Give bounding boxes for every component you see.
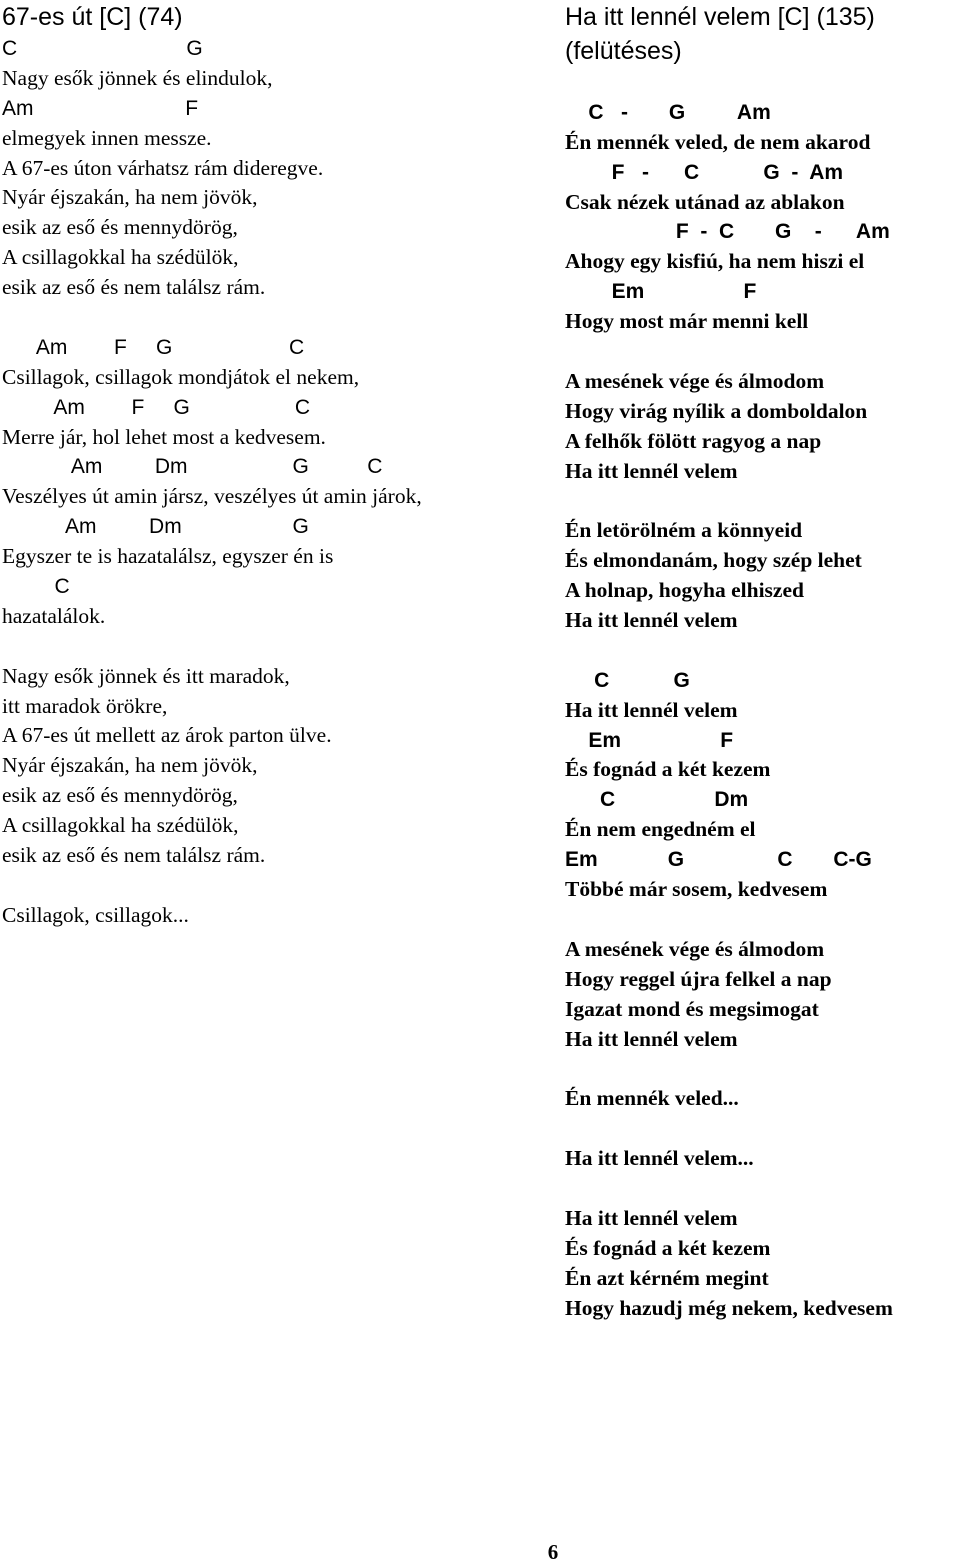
lyric-line: Merre jár, hol lehet most a kedvesem. — [2, 424, 326, 449]
lyric-line: A 67-es úton várhatsz rám dideregve. — [2, 155, 324, 180]
lyric-line: A 67-es út mellett az árok parton ülve. — [2, 723, 332, 748]
lyric-line: Hogy most már menni kell — [565, 309, 809, 334]
lyric-line: Csak nézek utánad az ablakon — [565, 189, 845, 214]
stanza-gap — [565, 337, 960, 367]
lyric-line: Ha itt lennél velem — [565, 608, 738, 633]
lyric-line: És elmondanám, hogy szép lehet — [565, 548, 862, 573]
stanza-gap — [565, 1174, 960, 1204]
stanza-gap — [565, 905, 960, 935]
page-number: 6 — [547, 1540, 559, 1564]
lyric-line: Nagy esők jönnek és elindulok, — [2, 65, 273, 90]
lyric-line: esik az eső és mennydörög, — [2, 783, 238, 808]
lyric-line: Hogy virág nyílik a domboldalon — [565, 398, 868, 423]
chord-line: Am Dm G C — [2, 455, 383, 479]
lyric-line: A csillagokkal ha szédülök, — [2, 245, 239, 270]
stanza-gap — [2, 632, 550, 662]
lyric-line: A mesének vége és álmodom — [565, 936, 825, 961]
stanza-gap — [565, 486, 960, 516]
lyric-line: Hogy hazudj még nekem, kedvesem — [565, 1295, 893, 1320]
lyric-line: És fognád a két kezem — [565, 1235, 771, 1260]
lyric-line: Hogy reggel újra felkel a nap — [565, 966, 832, 991]
lyric-line: Ha itt lennél velem — [565, 697, 738, 722]
lyric-line: hazatalálok. — [2, 603, 106, 628]
title-line-1: Ha itt lennél velem [C] (135) — [565, 3, 875, 31]
lyric-line: Én mennék veled, de nem akarod — [565, 129, 871, 154]
song-title-ha-itt-lennel-velem — [565, 0, 960, 68]
song-right-column — [565, 0, 960, 1323]
stanza-gap — [565, 1054, 960, 1084]
chord-line: Am F — [2, 96, 199, 120]
lyric-line: A csillagokkal ha szédülök, — [2, 813, 239, 838]
lyric-line: Én letörölném a könnyeid — [565, 518, 803, 543]
lyric-line: Ha itt lennél velem — [565, 1026, 738, 1051]
lyric-line: Nagy esők jönnek és itt maradok, — [2, 663, 290, 688]
title-line-2: (felütéses) — [565, 37, 682, 65]
lyric-line: A felhők fölött ragyog a nap — [565, 428, 822, 453]
lyric-line: Nyár éjszakán, ha nem jövök, — [2, 185, 258, 210]
stanza-gap — [565, 636, 960, 666]
chord-line: C G — [2, 37, 203, 60]
lyric-line: És fognád a két kezem — [565, 757, 771, 782]
lyric-line: Ha itt lennél velem — [565, 1205, 738, 1230]
lyric-line: Veszélyes út amin jársz, veszélyes út amin járok, — [2, 484, 422, 509]
song-body — [2, 34, 550, 931]
lyric-line: A holnap, hogyha elhiszed — [565, 578, 804, 603]
lyric-line: Ha itt lennél velem... — [565, 1146, 754, 1171]
chord-line: C Dm — [565, 788, 749, 812]
stanza-gap — [2, 871, 550, 901]
lyric-line: Csillagok, csillagok... — [2, 902, 189, 927]
lyric-line: esik az eső és nem találsz rám. — [2, 843, 266, 868]
chord-line: C - G Am — [565, 100, 771, 124]
lyric-line: Én nem engedném el — [565, 817, 756, 842]
stanza-gap — [565, 1114, 960, 1144]
song-body — [565, 68, 960, 1323]
lyric-line: esik az eső és mennydörög, — [2, 215, 238, 240]
chord-line: Em F — [565, 280, 757, 304]
song-title-67-es-ut: 67-es út [C] (74) — [2, 3, 183, 31]
lyric-line: A mesének vége és álmodom — [565, 368, 825, 393]
lyric-line: Csillagok, csillagok mondjátok el nekem, — [2, 364, 360, 389]
lyric-line: Ahogy egy kisfiú, ha nem hiszi el — [565, 249, 865, 274]
lyric-line: Ha itt lennél velem — [565, 458, 738, 483]
lyric-line: Egyszer te is hazatalálsz, egyszer én is — [2, 544, 334, 569]
chord-line: Am Dm G — [2, 515, 309, 539]
lyric-line: elmegyek innen messze. — [2, 125, 212, 150]
chord-line: C G — [565, 668, 690, 692]
lyric-line: Én azt kérném megint — [565, 1265, 769, 1290]
lyric-line: esik az eső és nem találsz rám. — [2, 275, 266, 300]
lyric-line: Többé már sosem, kedvesem — [565, 877, 828, 902]
lyric-line: itt maradok örökre, — [2, 693, 168, 718]
stanza-gap — [2, 303, 550, 333]
lyric-line: Nyár éjszakán, ha nem jövök, — [2, 753, 258, 778]
song-left-column — [2, 0, 550, 931]
chord-line: Em G C C-G — [565, 848, 872, 872]
chord-line: F - C G - Am — [565, 160, 844, 184]
chord-line: C — [2, 575, 70, 599]
chord-line: Em F — [565, 728, 734, 752]
lyric-line: Igazat mond és megsimogat — [565, 996, 819, 1021]
chord-line: F - C G - Am — [565, 220, 890, 244]
chord-line: Am F G C — [2, 335, 305, 359]
chord-line: Am F G C — [2, 395, 311, 419]
stanza-gap — [565, 68, 960, 98]
lyric-line: Én mennék veled... — [565, 1086, 739, 1111]
